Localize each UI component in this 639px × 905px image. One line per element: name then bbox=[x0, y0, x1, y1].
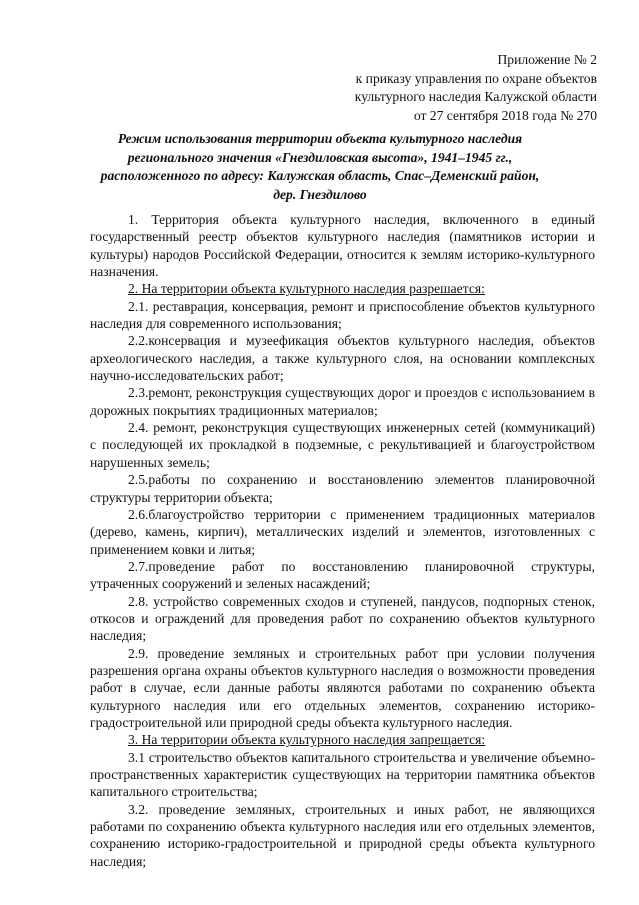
paragraph-2-3: 2.3.ремонт, реконструкция существующих дорог и проездов с использованием в дорожных покрытиях традиционных материалов; bbox=[90, 385, 595, 418]
paragraph-2-9: 2.9. проведение земляных и строительных работ при условии получения разрешения органа охраны объектов культурного наследия о возможности проведения работ в случае, если данные работы являются работами по сохранению объекта культурного наследия или его отдельных элементов, сохранению историко-градостроительной или природной среды объекта культурного наследия. bbox=[90, 645, 595, 730]
paragraph-3-2: 3.2. проведение земляных, строительных и иных работ, не являющихся работами по сохранению объекта культурного наследия или его отдельных элементов, сохранению историко-градостроительной и природной среды объекта культурного наследия; bbox=[90, 801, 595, 869]
section-2-heading bbox=[90, 280, 595, 297]
paragraph-2-6: 2.6.благоустройство территории с применением традиционных материалов (дерево, камень, кирпич), металлических изделий и элементов, изготовленных с применением ковки и литья; bbox=[90, 506, 595, 557]
paragraph-2-2: 2.2.консервация и музеефикация объектов культурного наследия, объектов археологического наследия, а также культурного слоя, на основании комплексных научно-исследовательских работ; bbox=[90, 333, 595, 384]
paragraph-2-1: 2.1. реставрация, консервация, ремонт и приспособление объектов культурного наследия для современного использования; bbox=[90, 298, 595, 332]
appendix-line-4: от 27 сентября 2018 года № 270 bbox=[413, 107, 597, 123]
title-line-4: дер. Гнездилово bbox=[273, 186, 367, 202]
title-line-1: Режим использования территории объекта культурного наследия bbox=[117, 131, 523, 146]
section-3-heading bbox=[90, 731, 595, 748]
appendix-line-3: культурного наследия Калужской области bbox=[354, 89, 597, 104]
paragraph-1: 1. Территория объекта культурного наследия, включенного в единый государственный реестр объектов культурного наследия (памятников истории и культуры) народов Российской Федерации, относится к землям историко-культурного назначения. bbox=[90, 212, 595, 280]
paragraph-2-8: 2.8. устройство современных сходов и ступеней, пандусов, подпорных стенок, откосов и ограждений для проведения работ по сохранению объектов культурного наследия; bbox=[90, 593, 595, 644]
paragraph-2-4: 2.4. ремонт, реконструкция существующих инженерных сетей (коммуникаций) с последующей их прокладкой в подземные, с рекультивацией и благоустройством нарушенных земель; bbox=[90, 420, 595, 470]
appendix-header bbox=[355, 51, 597, 125]
paragraph-2-5: 2.5.работы по сохранению и восстановлению элементов планировочной структуры территории объекта; bbox=[90, 472, 595, 505]
section-3-heading-text: 3. На территории объекта культурного наследия запрещается: bbox=[128, 732, 486, 748]
paragraph-2-7: 2.7.проведение работ по восстановлению планировочной структуры, утраченных сооружений и зеленых насаждений; bbox=[90, 558, 595, 592]
document-title bbox=[90, 130, 550, 204]
document-body bbox=[90, 211, 595, 870]
paragraph-3-1: 3.1 строительство объектов капитального строительства и увеличение объемно-пространственных характеристик существующих на территории памятника объектов капитального строительства; bbox=[90, 749, 595, 800]
section-2-heading-text: 2. На территории объекта культурного наследия разрешается: bbox=[128, 281, 485, 297]
title-line-2: регионального значения «Гнездиловская высота», 1941–1945 гг., bbox=[127, 149, 513, 165]
title-line-3: расположенного по адресу: Калужская область, Спас–Деменский район, bbox=[100, 168, 540, 183]
appendix-line-2: к приказу управления по охране объектов bbox=[355, 70, 597, 86]
appendix-line-1: Приложение № 2 bbox=[497, 52, 597, 67]
